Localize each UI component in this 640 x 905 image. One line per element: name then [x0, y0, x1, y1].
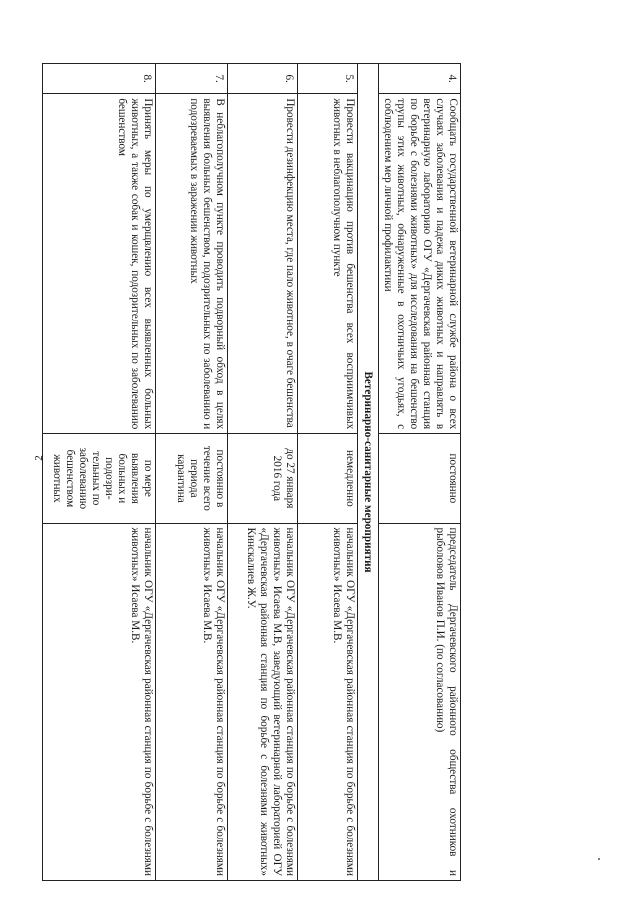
term-text: по мере выявления больных и подозри-тельных по заболеванию бешенством животных — [43, 434, 156, 523]
table-row — [43, 64, 156, 881]
measure-text: Провести вакцинацию против бешенства всех восприимчивых животных в неблагополучном пункте — [298, 94, 358, 434]
responsible-text: начальник ОГУ «Дергачевская районная станция по борьбе с болезнями животных» Исаева М.В. — [43, 523, 156, 880]
table-row — [379, 64, 461, 881]
row-number: 7. — [156, 64, 228, 94]
responsible-text: председатель Дергачевского районного общества охотников и рыболовов Иванов П.И. (по согласованию) — [379, 523, 461, 880]
table-row — [298, 64, 358, 881]
measure-text: Принять меры по умерщвлению всех выявленных больных животных, а также собак и кошек, подозрительных по заболеванию бешенством — [43, 94, 156, 434]
measure-text: В неблагополучном пункте проводить подворный обход в целях выявления больных бешенством, подозрительных по заболеванию и подозреваемых в заражении животных — [156, 94, 228, 434]
responsible-text: начальник ОГУ «Дергачевская районная станция по борьбе с болезнями животных» Исаева М.В. — [156, 523, 228, 880]
row-number: 5. — [298, 64, 358, 94]
table-row — [156, 64, 228, 881]
section-header-row — [358, 64, 379, 881]
measures-table-rotated — [51, 63, 461, 881]
row-number: 4. — [379, 64, 461, 94]
term-text: постоянно в течение всего периода карантина — [156, 434, 228, 523]
term-text: немедленно — [298, 434, 358, 523]
section-header: Ветеринарно-санитарные мероприятия — [358, 64, 379, 881]
responsible-text: начальник ОГУ «Дергачевская районная станция по борьбе с болезнями животных» Исаева М.В, заведующий ветеринарной лабораторией ОГУ «Дергачевская районная станция по борьбе с болезнями животных» Кинскалиев Ж.У. — [228, 523, 298, 880]
page-number: 2 — [32, 455, 45, 461]
measure-text: Сообщать государственной ветеринарной службе района о всех случаях заболевания и падежа диких животных и направлять в ветеринарную лабораторию ОГУ «Дергачевская районная станция по борьбе с болезнями животных» для исследования на бешенство трупы этих животных, обнаруженные в охотничьих угодьях, с соблюдением мер личной профилактики — [379, 94, 461, 434]
term-text: постоянно — [379, 434, 461, 523]
scan-speck — [598, 858, 600, 860]
measure-text: Провести дезинфекцию места, где пало животное, в очаге бешенства — [228, 94, 298, 434]
measures-table — [42, 63, 461, 881]
row-number: 6. — [228, 64, 298, 94]
responsible-text: начальник ОГУ «Дергачевская районная станция по борьбе с болезнями животных» Исаева М.В. — [298, 523, 358, 880]
table-row — [228, 64, 298, 881]
term-text: до 27 января 2016 года — [228, 434, 298, 523]
row-number: 8. — [43, 64, 156, 94]
